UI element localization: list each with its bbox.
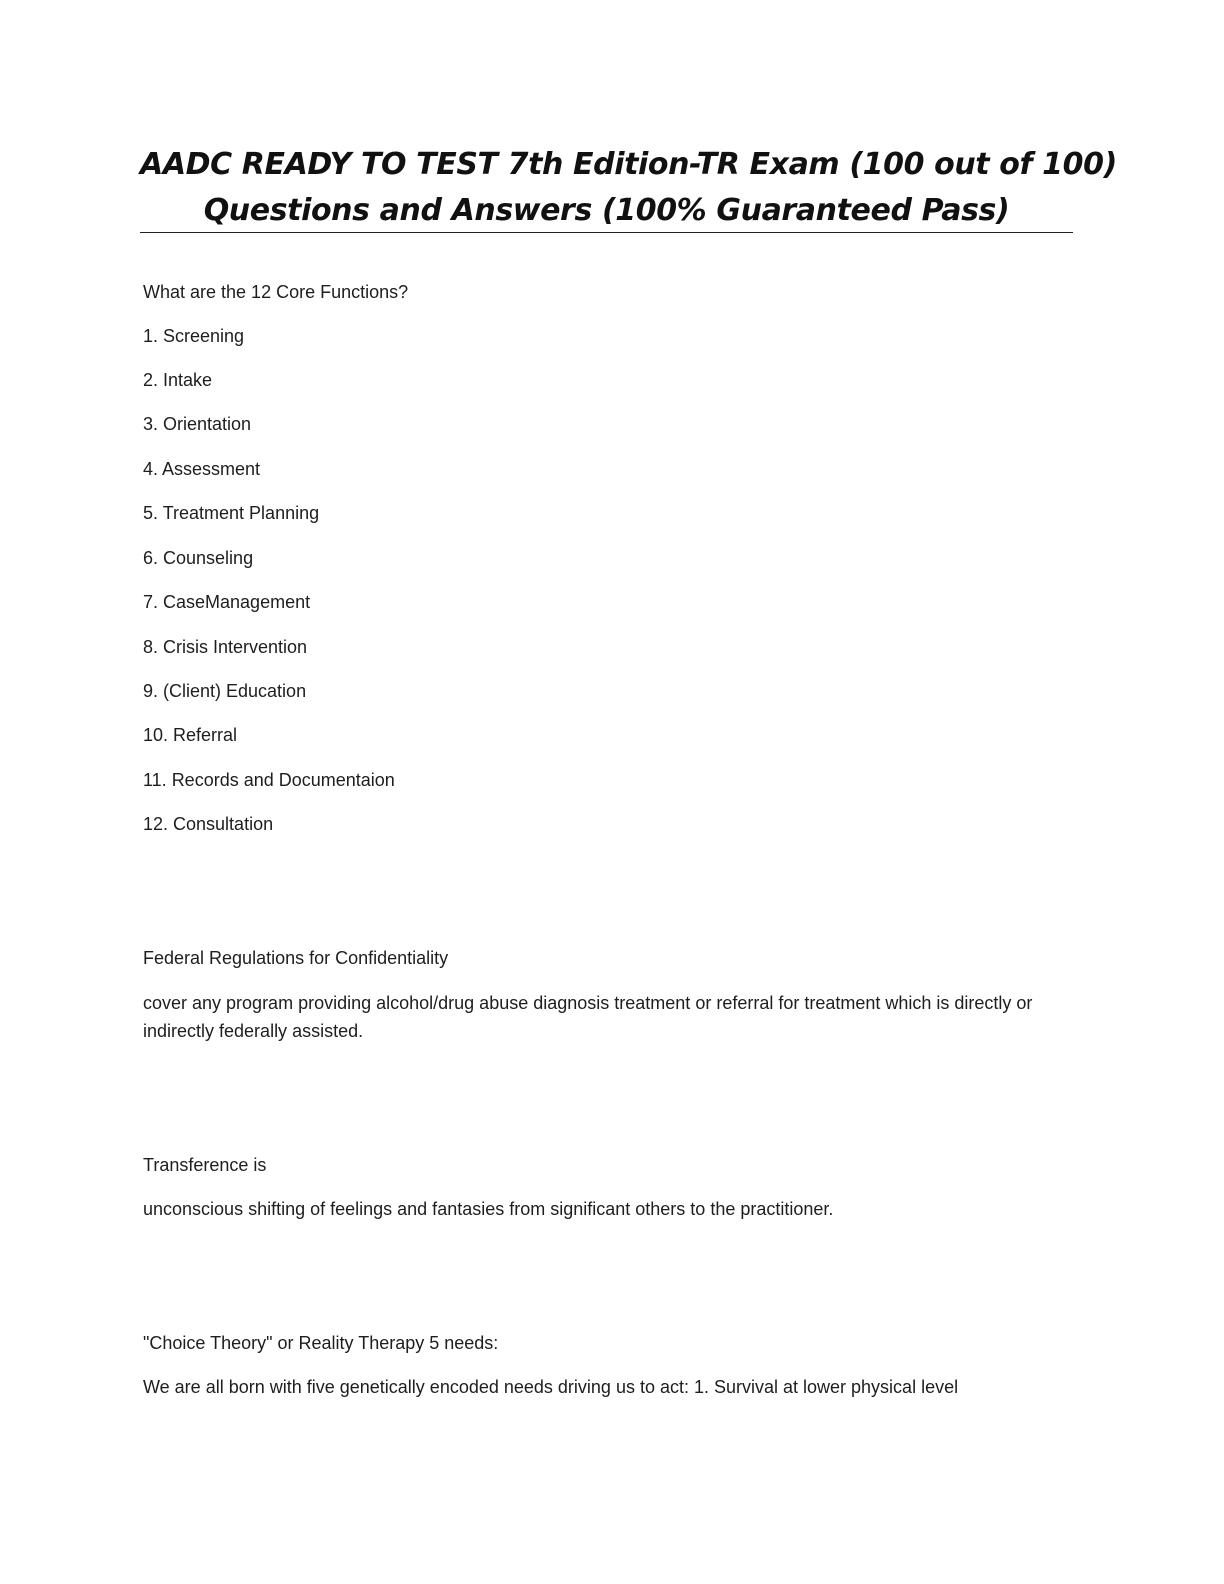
document-title	[140, 142, 1117, 234]
list-item: 4. Assessment	[143, 459, 261, 479]
list-item: 9. (Client) Education	[143, 681, 307, 701]
list-item: 7. CaseManagement	[143, 592, 311, 612]
question-choice-theory: "Choice Theory" or Reality Therapy 5 needs:	[143, 1333, 499, 1353]
title-line-1: AADC READY TO TEST 7th Edition-TR Exam (100 out of 100)	[140, 147, 1117, 182]
list-item: 5. Treatment Planning	[143, 503, 320, 523]
list-item: 8. Crisis Intervention	[143, 637, 308, 657]
list-item: 3. Orientation	[143, 414, 252, 434]
list-item: 2. Intake	[143, 370, 213, 390]
title-underline	[140, 232, 1073, 233]
answer-choice-theory: We are all born with five genetically encoded needs driving us to act: 1. Survival at lower physical level	[143, 1377, 959, 1397]
title-line-2: Questions and Answers (100% Guaranteed Pass)	[203, 193, 1010, 228]
question-transference: Transference is	[143, 1155, 267, 1175]
list-item: 1. Screening	[143, 326, 245, 346]
question-core-functions: What are the 12 Core Functions?	[143, 282, 409, 302]
answer-confidentiality: cover any program providing alcohol/drug abuse diagnosis treatment or referral for treatment which is directly or indirectly federally assisted.	[143, 993, 1033, 1041]
list-item: 11. Records and Documentaion	[143, 770, 395, 790]
list-item: 12. Consultation	[143, 814, 274, 834]
list-item: 6. Counseling	[143, 548, 254, 568]
list-item: 10. Referral	[143, 725, 238, 745]
answer-transference: unconscious shifting of feelings and fantasies from significant others to the practitioner.	[143, 1199, 834, 1219]
question-confidentiality: Federal Regulations for Confidentiality	[143, 948, 449, 968]
